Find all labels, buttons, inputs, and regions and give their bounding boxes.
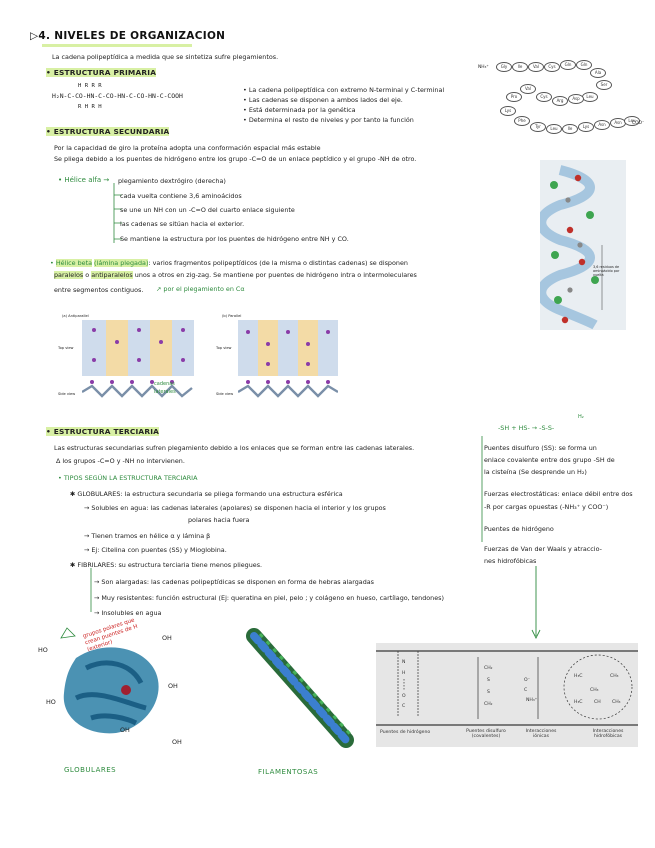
residue-pro: Pro <box>506 92 522 102</box>
top-view-label-b: Top view <box>216 346 232 350</box>
chem-ch3-2: CH₃ <box>590 688 599 693</box>
side-view-label-a: Side view <box>58 392 76 396</box>
tipos-heading: • TIPOS SEGÚN LA ESTRUCTURA TERCIARIA <box>58 474 198 482</box>
terciaria-line-2: Δ los grupos -C=O y -NH no intervienen. <box>56 457 185 465</box>
fibrilares-point-1: → Son alargadas: las cadenas polipeptídicas se disponen en forma de hebras alargadas <box>94 578 374 586</box>
primaria-bullet-2: • Las cadenas se disponen a ambos lados del eje. <box>243 96 403 104</box>
antiparallel-top-view <box>82 320 194 376</box>
residue-asp: Asp <box>568 94 584 104</box>
chem-nh3: NH₃⁺ <box>526 698 538 703</box>
bonds-diagram <box>376 643 638 747</box>
formula-bottom: R H R H <box>78 104 102 110</box>
fibrilares-bracket <box>88 568 98 616</box>
globulares-point-2: → Tienen tramos en hélice α y lámina β <box>84 532 211 540</box>
helix-label: • Hélice alfa → <box>58 176 110 184</box>
primaria-bullet-4: • Determina el resto de niveles y por tanto la función <box>243 116 414 124</box>
primaria-bullet-3: • Está determinada por la genética <box>243 106 356 114</box>
terciaria-line-1: Las estructuras secundarias sufren plegamiento debido a los enlaces que se forman entre las cadenas laterales. <box>54 444 415 452</box>
reaction-h2: H₂ <box>578 414 584 420</box>
primaria-bullet-1: • La cadena polipeptídica con extremo N-terminal y C-terminal <box>243 86 445 94</box>
helix-point-2: cada vuelta contiene 3,6 aminoácidos <box>120 192 242 200</box>
page-title: ▷4. NIVELES DE ORGANIZACION <box>30 30 226 42</box>
oh-label-4: OH <box>172 738 182 746</box>
globulares-point-1: → Solubles en agua: las cadenas laterales (apolares) se disponen hacia el interior y los grupos <box>84 504 386 512</box>
enlace-line-1: Puentes disulfuro (SS): se forma un <box>484 444 597 452</box>
beta-note: ↗ por el plegamiento en Cα <box>156 285 245 293</box>
sheet-note: cadenas laterales <box>154 381 176 395</box>
globular-protein-figure <box>36 618 196 758</box>
helix-point-3: se une un NH con un -C=O del cuarto enlace siguiente <box>120 206 295 214</box>
enlace-line-6: Puentes de hidrógeno <box>484 525 554 533</box>
chem-h-1: H <box>402 671 406 676</box>
residue-cys: Cys <box>544 62 560 72</box>
fibrilares-point-2: → Muy resistentes: función estructural (Ej: queratina en piel, pelo ; y colágeno en hueso, cartílago, tendones) <box>94 594 444 602</box>
secundaria-line-2: Se pliega debido a los puentes de hidrógeno entre los grupo -C=O de un enlace peptídico y el grupo -NH de otro. <box>54 155 417 163</box>
alpha-helix-drawing <box>540 160 626 330</box>
parallel-top-view <box>238 320 338 376</box>
parallel-label: (b) Parallel <box>222 314 242 318</box>
residue-ile: Ile <box>512 62 528 72</box>
enlace-line-7: Fuerzas de Van der Waals y atraccio- <box>484 545 602 553</box>
top-view-label-a: Top view <box>58 346 74 350</box>
beta-label: • Hélice beta (lámina plegada) <box>50 259 149 267</box>
residue-cys: Cys <box>536 92 552 102</box>
side-view-label-b: Side view <box>216 392 234 396</box>
enlace-line-2: enlace covalente entre dos grupo -SH de <box>484 456 615 464</box>
residue-leu: Leu <box>624 116 640 126</box>
fibrous-drawing <box>246 628 356 748</box>
globulares-point-3: → Ej: Citelina con puentes (SS) y Mioglobina. <box>84 546 227 554</box>
globulares-head: ✱ GLOBULARES: la estructura secundaria se pliega formando una estructura esférica <box>70 490 343 498</box>
residue-leu: Leu <box>546 124 562 134</box>
globulares-point-1b: polares hacia fuera <box>188 516 250 524</box>
chem-s-2: S <box>487 690 490 695</box>
chem-o-1: O <box>402 694 406 699</box>
chem-c-2: C <box>524 688 528 693</box>
helix-point-5: Se mantiene la estructura por los puentes de hidrógeno entre NH y CO. <box>120 235 349 243</box>
residue-gly: Gly <box>496 62 512 72</box>
chem-c-1: C <box>402 704 406 709</box>
ho-label-1: HO <box>38 646 48 654</box>
chem-h3c-2: H₃C <box>574 700 583 705</box>
formula-top: H R R R <box>78 83 102 89</box>
formula-main: H₂N-C-CO-HN-C-CO-HN-C-CO-HN-C-COOH <box>52 92 183 100</box>
fibrilares-head: ✱ FIBRILARES: su estructura terciaria tiene menos pliegues. <box>70 561 263 569</box>
residue-phe: Phe <box>514 116 530 126</box>
chem-ch: CH <box>594 700 601 705</box>
oh-label-1: OH <box>162 634 172 642</box>
residue-ile: Ile <box>562 124 578 134</box>
enlace-line-4: Fuerzas electrostáticas: enlace débil entre dos <box>484 490 633 498</box>
residue-tyr: Tyr <box>530 122 546 132</box>
chain-c-terminus: COO⁻ <box>632 121 645 126</box>
secundaria-line-1: Por la capacidad de giro la proteína adopta una conformación espacial más estable <box>54 144 321 152</box>
enlace-line-5: -R por cargas opuestas (-NH₃⁺ y COO⁻) <box>484 503 609 511</box>
chem-ch2-2: CH₂ <box>484 702 493 707</box>
residue-val: Val <box>520 84 536 94</box>
title-highlight <box>42 44 192 47</box>
chem-s-1: S <box>487 678 490 683</box>
primaria-heading: • ESTRUCTURA PRIMARIA <box>46 68 157 77</box>
antiparallel-sheet-figure <box>56 310 196 405</box>
caption-globulares: GLOBULARES <box>64 766 117 774</box>
residue-ser: Ser <box>596 80 612 90</box>
chem-n-1: N <box>402 660 406 665</box>
bond-label-hidrofobicas: Interacciones hidrofóbicas <box>592 729 624 739</box>
intro-text: La cadena polipeptídica a medida que se sintetiza sufre plegamientos. <box>52 53 279 61</box>
oh-label-3: OH <box>120 726 130 734</box>
terciaria-heading: • ESTRUCTURA TERCIARIA <box>46 427 160 436</box>
chain-n-terminus: NH₃⁺ <box>478 65 489 70</box>
helix-point-1: plegamiento dextrógiro (derecha) <box>118 177 226 185</box>
residue-leu: Leu <box>582 92 598 102</box>
red-note: grupos polares que crean puentes de H (exterior) <box>82 617 139 654</box>
residue-lys: Lys <box>578 122 594 132</box>
residue-ala: Ala <box>590 68 606 78</box>
antiparallel-label: (a) Antiparallel <box>62 314 89 318</box>
beta-line-1: • Hélice beta (lámina plegada): varios fragmentos polipeptídicos (de la misma o distintas cadenas) se disponen <box>50 259 408 267</box>
residue-asn: Asn <box>594 120 610 130</box>
parallel-sheet-figure <box>216 310 346 405</box>
oh-label-2: OH <box>168 682 178 690</box>
beta-line-3: entre segmentos contiguos. <box>54 286 144 294</box>
helix-point-4: las cadenas se sitúan hacia el exterior. <box>120 220 245 228</box>
enlace-line-3: la cisteína (Se desprende un H₂) <box>484 468 587 476</box>
residue-arg: Arg <box>552 96 568 106</box>
triangle-icon: ▷ <box>30 30 39 42</box>
chem-ch2-1: CH₂ <box>484 666 493 671</box>
bond-label-ionicas: Interacciones iónicas <box>525 729 557 739</box>
enlace-line-8: nes hidrofóbicas <box>484 557 537 565</box>
chem-o-minus: O⁻ <box>524 678 531 683</box>
chem-ch3-3: CH₃ <box>612 700 621 705</box>
fibrous-protein-figure <box>246 628 356 748</box>
chem-ch3-1: CH₃ <box>610 674 619 679</box>
beta-line-2: paralelos o antiparalelos unos a otros en zig-zag. Se mantiene por puentes de hidrógeno intra o intermoleculares <box>54 271 417 279</box>
amino-acid-chain <box>478 58 648 138</box>
bond-label-hidrogeno: Puentes de hidrógeno <box>380 730 431 735</box>
residue-asn: Asn <box>610 118 626 128</box>
ho-label-2: HO <box>46 698 56 706</box>
chem-h3c-1: H₃C <box>574 674 583 679</box>
residue-val: Val <box>528 62 544 72</box>
residue-lys: Lys <box>500 106 516 116</box>
parallel-side-view <box>238 378 338 404</box>
helix-figure-note: 3,6 residuos de aminoácido por vuelta <box>593 265 620 277</box>
down-arrow <box>530 566 542 642</box>
bond-label-disulfuro: Puentes disulfuro (covalentes) <box>466 729 506 739</box>
secundaria-heading: • ESTRUCTURA SECUNDARIA <box>46 127 170 136</box>
residue-gln: Gln <box>576 60 592 70</box>
disulfide-reaction: -SH + HS- → -S-S- <box>498 424 555 432</box>
alpha-helix-figure <box>540 160 626 330</box>
residue-gln: Gln <box>560 60 576 70</box>
fibrilares-point-3: → Insolubles en agua <box>94 609 162 617</box>
caption-filamentosas: FILAMENTOSAS <box>258 768 319 776</box>
